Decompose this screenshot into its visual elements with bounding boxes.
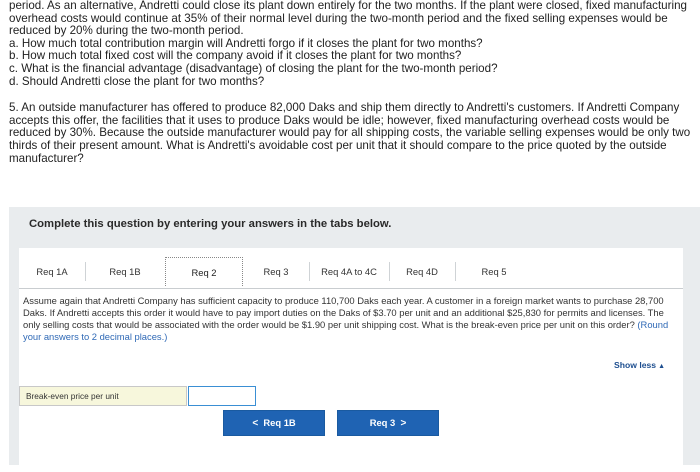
question-text [9,0,699,165]
requirement-text [23,295,673,343]
answer-panel [9,207,700,465]
show-less-label: Show less [614,360,657,370]
question-item-b: b. How much total fixed cost will the company avoid if it closes the plant for two months? [9,49,462,63]
show-less-link[interactable] [614,360,665,370]
tab-req-4a-to-4c[interactable]: Req 4A to 4C [309,257,389,286]
prev-button[interactable] [223,410,325,436]
chevron-left-icon: < [252,418,259,429]
break-even-price-input[interactable] [188,386,256,406]
next-button-label: Req 3 [369,417,396,428]
tab-req-3[interactable]: Req 3 [243,257,309,286]
chevron-right-icon: > [400,418,407,429]
tab-content [19,248,683,472]
prev-button-label: Req 1B [263,417,296,428]
question-item-d: d. Should Andretti close the plant for two months? [9,74,265,88]
tab-req-2[interactable]: Req 2 [165,257,243,286]
panel-heading: Complete this question by entering your answers in the tabs below. [29,218,392,230]
tab-req-1b[interactable]: Req 1B [85,257,165,286]
tab-req-1a[interactable]: Req 1A [19,257,85,286]
question-5: 5. An outside manufacturer has offered to produce 82,000 Daks and ship them directly to Andretti's customers. If Andretti Company accepts this offer, the facilities that it uses to produce Daks would be idle; however, fixed manufacturing overhead costs would be reduced by 30%. Because the outside manufacturer would pay for all shipping costs, the variable selling expenses would be only two thirds of their present amount. What is Andretti's avoidable cost per unit that it should compare to the price quoted by the outside manufacturer? [9,101,691,165]
break-even-label: Break-even price per unit [19,386,187,406]
next-button[interactable] [337,410,439,436]
question-intro: period. As an alternative, Andretti could close its plant down entirely for the two months. If the plant were closed, fixed manufacturing overhead costs would continue at 35% of their normal level during the two-month period and the fixed selling expenses would be reduced by 20% during the two-month period. [9,0,687,38]
tabs-divider [19,288,683,289]
question-item-c: c. What is the financial advantage (disadvantage) of closing the plant for the two-month period? [9,61,498,75]
triangle-up-icon: ▲ [658,363,665,370]
requirement-tabs [19,257,683,288]
requirement-body: Assume again that Andretti Company has sufficient capacity to produce 110,700 Daks each year. A customer in a foreign market wants to purchase 28,700 Daks. If Andretti accepts this order it would have to pay import duties on the Daks of $3.70 per unit and an additional $25,830 for permits and licenses. The only selling costs that would be associated with the order would be $1.90 per unit shipping cost. What is the break-even price per unit on this order? [23,295,664,331]
question-item-a: a. How much total contribution margin will Andretti forgo if it closes the plant for two months? [9,36,483,50]
requirement-hint: (Round your answers to 2 decimal places.) [23,319,669,343]
tab-req-5[interactable]: Req 5 [455,257,533,286]
tab-req-4d[interactable]: Req 4D [389,257,455,286]
